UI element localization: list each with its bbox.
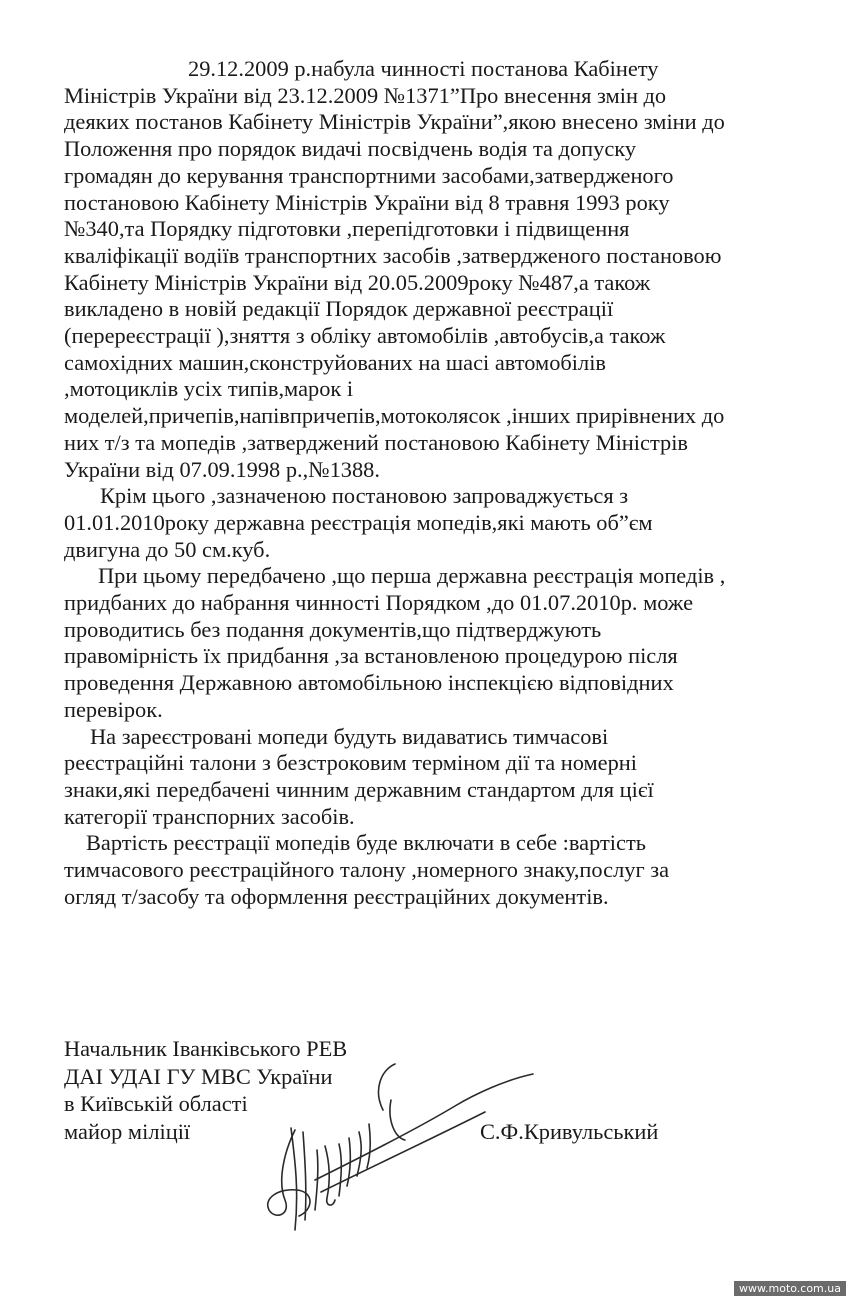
site-watermark: www.moto.com.ua xyxy=(734,1281,846,1296)
paragraph-line: придбаних до набрання чинності Порядком ,до 01.07.2010р. може xyxy=(64,590,694,616)
paragraph-1 xyxy=(64,56,804,483)
paragraph-line: знаки,які передбачені чинним державним стандартом для цієї xyxy=(64,776,654,802)
paragraph-line: громадян до керування транспортними засобами,затвердженого xyxy=(64,162,674,188)
signatory-position-line: ДАІ УДАІ ГУ МВС України xyxy=(64,1063,333,1089)
signatory-position-line: Начальник Іванківського РЕВ xyxy=(64,1036,348,1061)
paragraph-line: двигуна до 50 см.куб. xyxy=(64,536,271,562)
paragraph-line: самохідних машин,сконструйованих на шасі автомобілів xyxy=(64,349,606,375)
paragraph-3 xyxy=(64,563,804,723)
paragraph-line: категорії транспорних засобів. xyxy=(64,803,355,829)
paragraph-line: Вартість реєстрації мопедів буде включати в себе :вартість xyxy=(86,830,646,856)
paragraph-5 xyxy=(64,830,804,910)
paragraph-line: викладено в новій редакції Порядок державної реєстрації xyxy=(64,296,614,322)
letter-body xyxy=(64,56,804,911)
paragraph-line: проведення Державною автомобільною інспекцією відповідних xyxy=(64,670,674,696)
paragraph-line: України від 07.09.1998 р.,№1388. xyxy=(64,456,380,482)
paragraph-line: При цьому передбачено ,що перша державна реєстрація мопедів , xyxy=(98,563,726,589)
paragraph-line: правомірність їх придбання ,за встановленою процедурою після xyxy=(64,643,678,669)
handwritten-signature-icon xyxy=(255,1060,545,1240)
paragraph-line: Кабінету Міністрів України від 20.05.2009року №487,а також xyxy=(64,269,651,295)
paragraph-line: них т/з та мопедів ,затверджений постановою Кабінету Міністрів xyxy=(64,429,688,455)
paragraph-line: огляд т/засобу та оформлення реєстраційних документів. xyxy=(64,883,609,909)
paragraph-line: постановою Кабінету Міністрів України від 8 травня 1993 року xyxy=(64,189,670,215)
paragraph-line: (перереєстрації ),зняття з обліку автомобілів ,автобусів,а також xyxy=(64,323,666,349)
paragraph-line: перевірок. xyxy=(64,696,163,722)
paragraph-line: 29.12.2009 р.набула чинності постанова Кабінету xyxy=(188,56,659,81)
paragraph-line: тимчасового реєстраційного талону ,номерного знаку,послуг за xyxy=(64,857,670,883)
signatory-name: С.Ф.Кривульський xyxy=(480,1119,659,1144)
paragraph-line: реєстраційні талони з безстроковим терміном дії та номерні xyxy=(64,750,637,776)
signatory-position-line: майор міліції xyxy=(64,1118,191,1144)
paragraph-line: Положення про порядок видачі посвідчень водія та допуску xyxy=(64,136,637,162)
paragraph-line: проводитись без подання документів,що підтверджують xyxy=(64,616,602,642)
paragraph-4 xyxy=(64,724,804,831)
paragraph-line: №340,та Порядку підготовки ,перепідготовки і підвищення xyxy=(64,216,630,242)
signatory-position-line: в Київській області xyxy=(64,1091,248,1116)
paragraph-line: кваліфікації водіїв транспортних засобів ,затвердженого постановою xyxy=(64,242,722,268)
paragraph-line: Крім цього ,зазначеною постановою запроваджується з xyxy=(100,483,629,509)
paragraph-line: ,мотоциклів усіх типів,марок і xyxy=(64,376,354,402)
paragraph-line: деяких постанов Кабінету Міністрів України”,якою внесено зміни до xyxy=(64,109,725,135)
paragraph-line: моделей,причепів,напівпричепів,мотоколясок ,інших прирівнених до xyxy=(64,403,725,429)
paragraph-line: На зареєстровані мопеди будуть видаватись тимчасові xyxy=(90,723,609,749)
paragraph-2 xyxy=(64,483,804,563)
paragraph-line: 01.01.2010року державна реєстрація мопедів,які мають об”єм xyxy=(64,509,653,535)
paragraph-line: Міністрів України від 23.12.2009 №1371”Про внесення змін до xyxy=(64,82,667,108)
